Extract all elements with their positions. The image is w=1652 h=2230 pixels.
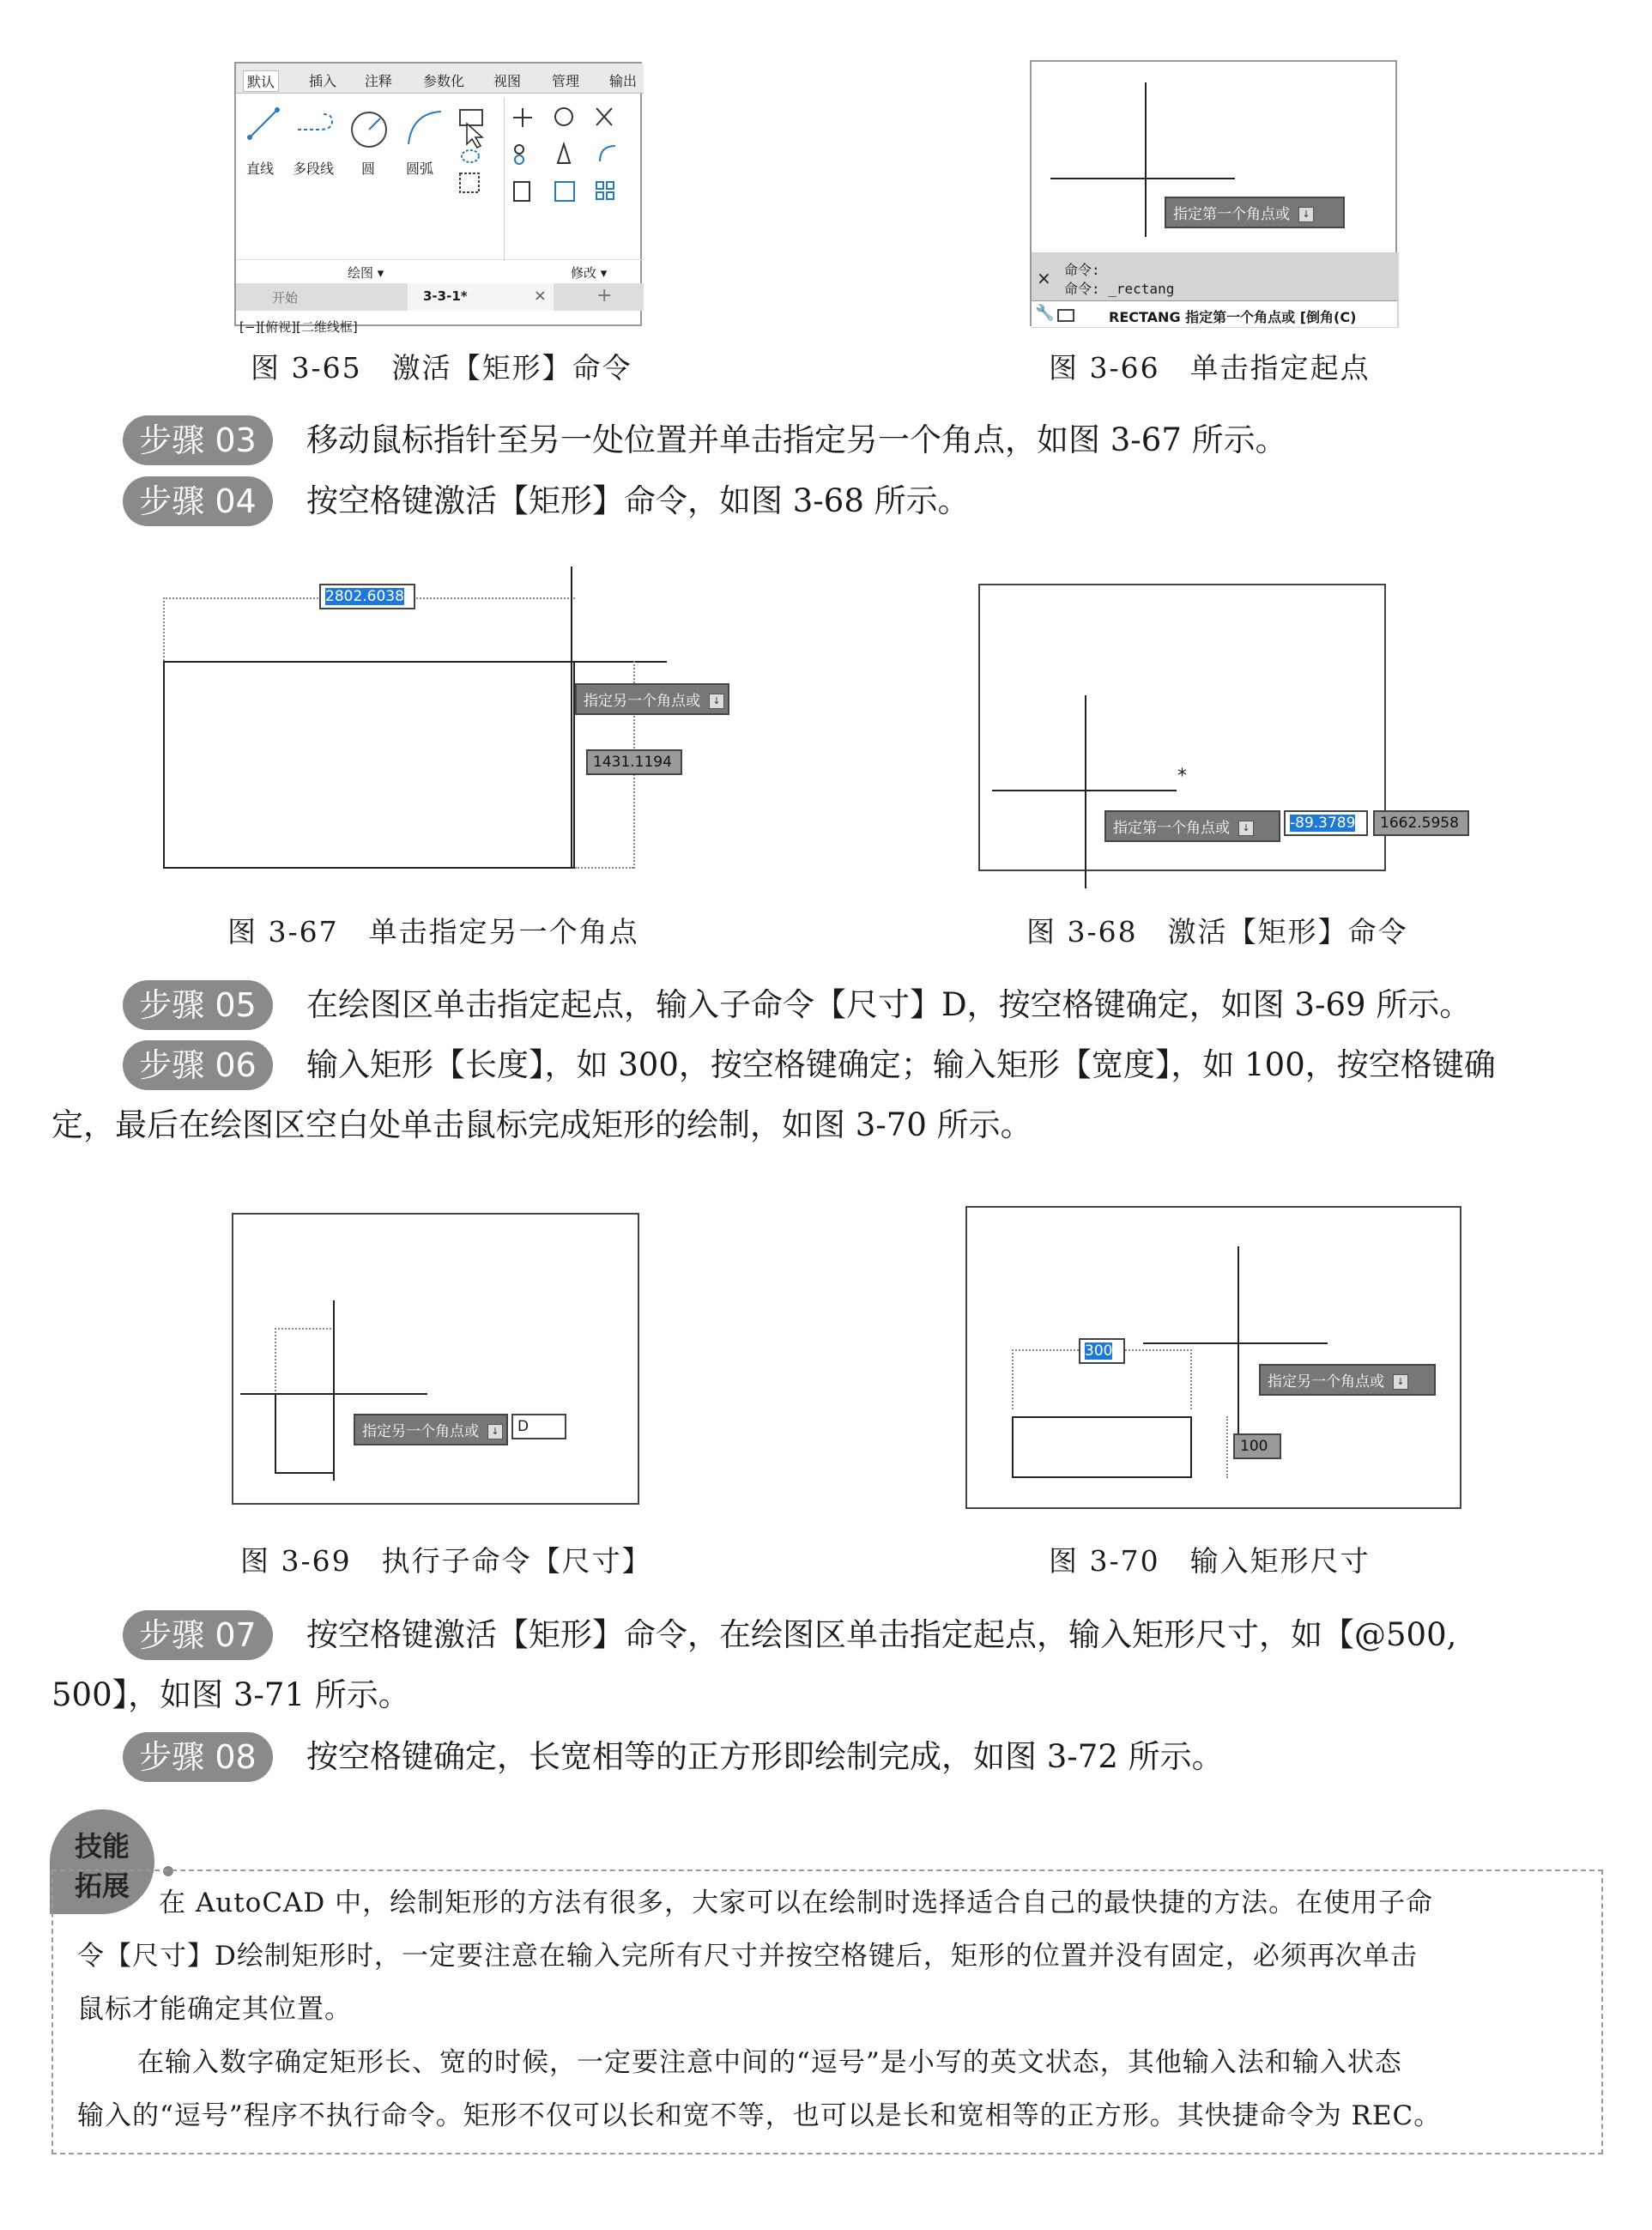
step-04-text: 按空格键激活【矩形】命令，如图 3-68 所示。 xyxy=(306,482,970,519)
tool-line-label: 直线 xyxy=(246,161,275,177)
step-06-badge: 步骤 06 xyxy=(123,1040,273,1090)
preview-rectangle-bottom xyxy=(275,1472,335,1474)
ribbon-separator xyxy=(504,98,505,261)
dropdown-icon[interactable]: ↓ xyxy=(487,1424,503,1439)
close-icon[interactable]: × xyxy=(1037,268,1051,288)
tool-polyline-label: 多段线 xyxy=(293,161,335,177)
step-06-text: 输入矩形【长度】，如 300，按空格键确定；输入矩形【宽度】，如 100，按空格键确 xyxy=(306,1046,1496,1083)
dropdown-icon[interactable]: ↓ xyxy=(709,694,724,709)
figure-3-70-enter-dimensions xyxy=(965,1206,1461,1509)
step-07-text: 按空格键激活【矩形】命令，在绘图区单击指定起点，输入矩形尺寸，如【@500, xyxy=(306,1616,1457,1653)
x-coordinate-input[interactable]: -89.3789 xyxy=(1284,810,1368,836)
crosshair-vertical xyxy=(571,567,572,867)
crosshair-horizontal xyxy=(476,661,667,663)
width-input[interactable]: 2802.6038 xyxy=(319,584,415,609)
add-tab-icon[interactable]: + xyxy=(596,285,613,306)
close-icon[interactable]: × xyxy=(533,287,547,305)
arc-icon[interactable] xyxy=(403,106,446,149)
crosshair-vertical xyxy=(333,1300,335,1481)
wrench-icon[interactable]: 🔧 xyxy=(1035,304,1055,322)
group-label-bar xyxy=(236,259,644,282)
crosshair-horizontal xyxy=(992,790,1177,791)
polyline-icon[interactable] xyxy=(294,111,337,145)
dimension-guide-left xyxy=(275,1328,276,1395)
tips-badge-line1: 技能 xyxy=(74,1830,130,1863)
dropdown-icon[interactable]: ↓ xyxy=(1238,821,1254,836)
step-05-text: 在绘图区单击指定起点，输入子命令【尺寸】D，按空格键确定，如图 3-69 所示。 xyxy=(306,986,1472,1023)
cursor-snap-marker: * xyxy=(1177,766,1187,787)
width-dimension-line xyxy=(1226,1416,1228,1478)
step-07-badge: 步骤 07 xyxy=(123,1610,273,1660)
step-03-badge: 步骤 03 xyxy=(123,415,273,465)
tab-insert[interactable]: 插入 xyxy=(309,73,337,89)
step-03-text: 移动鼠标指针至另一处位置并单击指定另一个角点，如图 3-67 所示。 xyxy=(306,421,1287,458)
subcommand-input[interactable]: D xyxy=(511,1414,566,1439)
width-input[interactable]: 100 xyxy=(1233,1433,1281,1459)
height-extension-line xyxy=(575,867,633,869)
step-08-badge: 步骤 08 xyxy=(123,1732,273,1782)
preview-rectangle xyxy=(163,661,575,869)
crosshair-vertical xyxy=(1145,82,1147,237)
command-input[interactable] xyxy=(1032,300,1397,327)
height-input[interactable]: 1431.1194 xyxy=(586,749,682,775)
file-tab-current-label: 3-3-1* xyxy=(423,288,468,304)
rectangle-icon xyxy=(1057,309,1074,322)
circle-icon[interactable] xyxy=(348,108,390,151)
modify-icons[interactable] xyxy=(511,105,635,208)
step-04-badge: 步骤 04 xyxy=(123,476,273,526)
start-point-tooltip: 指定第一个角点或 ↓ xyxy=(1165,197,1345,228)
tab-view[interactable]: 视图 xyxy=(493,73,522,89)
modify-group-label[interactable]: 修改 ▾ xyxy=(571,265,608,281)
figure-3-69-dimension-subcommand xyxy=(232,1213,639,1505)
crosshair-horizontal xyxy=(240,1393,427,1395)
figure-3-69-caption: 图 3-69 执行子命令【尺寸】 xyxy=(240,1544,652,1578)
crosshair-horizontal xyxy=(1050,178,1235,179)
other-corner-tooltip: 指定另一个角点或 ↓ xyxy=(1259,1364,1436,1396)
viewport-label[interactable]: [−][俯视][二维线框] xyxy=(239,319,358,335)
figure-3-68-activate-rectangle xyxy=(978,584,1459,871)
figure-3-68-caption: 图 3-68 激活【矩形】命令 xyxy=(1026,915,1408,948)
ribbon-tab-bar xyxy=(236,64,644,94)
tips-line-1: 在 AutoCAD 中，绘制矩形的方法有很多，大家可以在绘制时选择适合自己的最快捷的方法。在使用子命 xyxy=(159,1888,1434,1918)
command-history-1: 命令: xyxy=(1064,262,1100,278)
file-tab-bar xyxy=(236,283,644,311)
figure-3-70-caption: 图 3-70 输入矩形尺寸 xyxy=(1049,1544,1371,1578)
draw-group-label[interactable]: 绘图 ▾ xyxy=(348,265,384,281)
length-extension-left xyxy=(1012,1349,1014,1409)
length-extension-right xyxy=(1190,1349,1192,1409)
command-history-2: 命令: _rectang xyxy=(1064,281,1175,297)
dimension-guide-top xyxy=(275,1328,335,1330)
command-line-panel xyxy=(1032,252,1399,328)
dropdown-icon[interactable]: ↓ xyxy=(1393,1374,1408,1390)
figure-3-66-caption: 图 3-66 单击指定起点 xyxy=(1049,351,1371,385)
tab-default[interactable]: 默认 xyxy=(243,70,279,92)
command-prompt: RECTANG 指定第一个角点或 [倒角(C) xyxy=(1109,309,1357,325)
other-corner-tooltip: 指定另一个角点或 ↓ xyxy=(354,1414,508,1445)
preview-rectangle xyxy=(1012,1416,1192,1478)
other-corner-tooltip: 指定另一个角点或 ↓ xyxy=(575,683,729,715)
figure-3-65-ribbon xyxy=(234,62,642,335)
crosshair-vertical xyxy=(1085,695,1086,888)
dropdown-icon[interactable]: ↓ xyxy=(1298,207,1314,222)
first-corner-tooltip: 指定第一个角点或 ↓ xyxy=(1104,810,1280,842)
length-input[interactable]: 300 xyxy=(1079,1338,1125,1364)
tips-line-2: 令【尺寸】D绘制矩形时，一定要注意在输入完所有尺寸并按空格键后，矩形的位置并没有固定，必须再次单击 xyxy=(77,1941,1418,1972)
tab-output[interactable]: 输出 xyxy=(609,73,638,89)
figure-3-65-caption: 图 3-65 激活【矩形】命令 xyxy=(251,351,632,385)
file-tab-current[interactable] xyxy=(408,283,554,311)
tool-circle-label: 圆 xyxy=(361,161,376,177)
tips-line-3: 鼠标才能确定其位置。 xyxy=(77,1994,352,2025)
rectangle-icon[interactable] xyxy=(455,105,498,208)
crosshair-horizontal xyxy=(1143,1342,1328,1344)
tool-arc-label: 圆弧 xyxy=(406,161,434,177)
line-icon[interactable] xyxy=(246,106,281,141)
step-05-badge: 步骤 05 xyxy=(123,980,273,1030)
tips-line-4: 在输入数字确定矩形长、宽的时候，一定要注意中间的“逗号”是小写的英文状态，其他输入法和输入状态 xyxy=(137,2047,1402,2078)
tips-badge-line2: 拓展 xyxy=(74,1869,130,1902)
figure-3-67-caption: 图 3-67 单击指定另一个角点 xyxy=(227,915,639,948)
tab-parametric[interactable]: 参数化 xyxy=(423,73,465,89)
tips-line-5: 输入的“逗号”程序不执行命令。矩形不仅可以长和宽不等，也可以是长和宽相等的正方形。其快捷命令为 REC。 xyxy=(77,2100,1442,2131)
file-tab-start[interactable]: 开始 xyxy=(272,290,299,306)
figure-3-67-other-corner xyxy=(154,567,721,884)
preview-rectangle-left xyxy=(275,1393,276,1474)
tab-manage[interactable]: 管理 xyxy=(552,73,580,89)
step-07-text-continued: 500】，如图 3-71 所示。 xyxy=(51,1676,410,1713)
figure-3-66-start-point xyxy=(1030,60,1397,326)
tab-annotate[interactable]: 注释 xyxy=(365,73,393,89)
y-coordinate-input[interactable]: 1662.5958 xyxy=(1373,810,1469,836)
step-06-text-continued: 定，最后在绘图区空白处单击鼠标完成矩形的绘制，如图 3-70 所示。 xyxy=(51,1106,1032,1143)
crosshair-vertical xyxy=(1237,1246,1239,1442)
step-08-text: 按空格键确定，长宽相等的正方形即绘制完成，如图 3-72 所示。 xyxy=(306,1738,1224,1775)
